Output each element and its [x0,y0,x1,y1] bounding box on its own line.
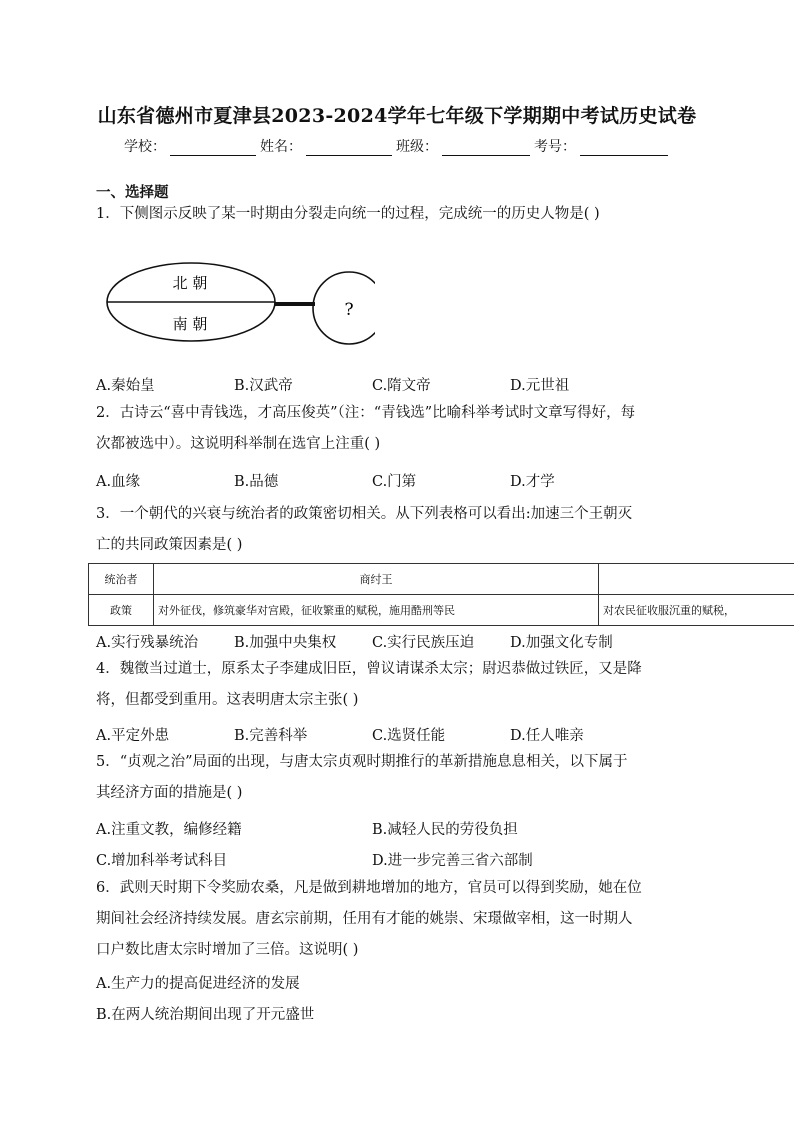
section-heading: 一、选择题 [96,184,169,201]
table-row [89,595,794,626]
north-dynasty-label: 北 朝 [172,274,208,292]
question-1-options [96,374,648,395]
exam-number-field [534,136,670,156]
q1-option-a[interactable]: A.秦始皇 [96,378,155,394]
name-field [260,136,394,156]
rulers-policy-table [88,563,794,626]
q4-option-c[interactable]: C.选贤任能 [372,728,446,744]
school-field [124,136,258,156]
q3-option-a[interactable]: A.实行残暴统治 [96,635,199,651]
north-south-dynasties-diagram [105,257,375,357]
q4-option-a[interactable]: A.平定外患 [96,728,170,744]
q3-line-2: 亡的共同政策因素是( ) [96,537,243,553]
name-label: 姓名： [260,139,302,155]
question-6-stem [96,873,696,966]
exam-number-blank[interactable] [580,140,668,156]
school-blank[interactable] [170,140,256,156]
question-1-stem: 1．下侧图示反映了某一时期由分裂走向统一的过程，完成统一的历史人物是( ) [96,206,600,222]
q3-line-1: 3．一个朝代的兴衰与统治者的政策密切相关。从下列表格可以看出:加速三个王朝灭 [96,506,633,522]
table-cell: 统治者 [89,564,154,595]
q6-line-2: 期间社会经济持续发展。唐玄宗前期，任用有才能的姚崇、宋璟做宰相，这一时期人 [96,911,633,927]
question-4-options [96,724,648,745]
unknown-unifier-label: ? [344,300,354,320]
q2-option-d[interactable]: D.才学 [510,474,555,490]
question-4-stem [96,654,696,716]
q6-line-1: 6．武则天时期下令奖励农桑，凡是做到耕地增加的地方，官员可以得到奖励，她在位 [96,880,642,896]
q3-option-b[interactable]: B.加强中央集权 [234,635,337,651]
q5-option-b[interactable]: B.减轻人民的劳役负担 [372,822,518,838]
question-3-options [96,631,648,652]
q5-option-c[interactable]: C.增加科举考试科目 [96,853,228,869]
q4-line-2: 将，但都受到重用。这表明唐太宗主张( ) [96,692,359,708]
q1-option-c[interactable]: C.隋文帝 [372,378,431,394]
exam-number-label: 考号： [534,139,576,155]
q6-option-b[interactable]: B.在两人统治期间出现了开元盛世 [96,1007,315,1023]
q4-option-b[interactable]: B.完善科举 [234,728,308,744]
q5-option-d[interactable]: D.进一步完善三省六部制 [372,853,533,869]
question-3-stem [96,499,696,561]
q2-option-c[interactable]: C.门第 [372,474,417,490]
q3-option-d[interactable]: D.加强文化专制 [510,635,613,651]
q2-line-1: 2．古诗云“喜中青钱选，才高压俊英”（注：“青钱选”比喻科举考试时文章写得好，每 [96,405,636,421]
question-2-stem [96,398,696,460]
q5-option-a[interactable]: A.注重文教，编修经籍 [96,822,242,838]
q4-option-d[interactable]: D.任人唯亲 [510,728,584,744]
table-row [89,564,794,595]
q4-line-1: 4．魏徵当过道士，原系太子李建成旧臣，曾议请谋杀太宗；尉迟恭做过铁匠，又是降 [96,661,642,677]
name-blank[interactable] [306,140,392,156]
south-dynasty-label: 南 朝 [172,315,208,333]
class-blank[interactable] [442,140,530,156]
q2-line-2: 次都被选中）。这说明科举制在选官上注重( ) [96,436,381,452]
school-label: 学校： [124,139,166,155]
table-cell: 政策 [89,595,154,626]
exam-title: 山东省德州市夏津县2023-2024学年七年级下学期期中考试历史试卷 [97,105,697,127]
table-cell: 对农民征收服沉重的赋税， [599,595,794,626]
question-5-stem [96,747,696,809]
table-cell [599,564,794,595]
table-cell: 对外征伐，修筑豪华对宫殿，征收繁重的赋税，施用酷刑等民 [154,595,599,626]
q2-option-a[interactable]: A.血缘 [96,474,141,490]
question-2-options [96,470,648,491]
q5-line-1: 5．“贞观之治”局面的出现，与唐太宗贞观时期推行的革新措施息息相关，以下属于 [96,754,628,770]
class-field [396,136,532,156]
table-cell: 商纣王 [154,564,599,595]
q6-line-3: 口户数比唐太宗时增加了三倍。这说明( ) [96,942,359,958]
student-info-row [124,136,670,156]
q1-option-d[interactable]: D.元世祖 [510,378,570,394]
q2-option-b[interactable]: B.品德 [234,474,279,490]
class-label: 班级： [396,139,438,155]
q1-option-b[interactable]: B.汉武帝 [234,378,293,394]
q3-option-c[interactable]: C.实行民族压迫 [372,635,475,651]
q6-option-a[interactable]: A.生产力的提高促进经济的发展 [96,976,300,992]
q5-line-2: 其经济方面的措施是( ) [96,785,243,801]
